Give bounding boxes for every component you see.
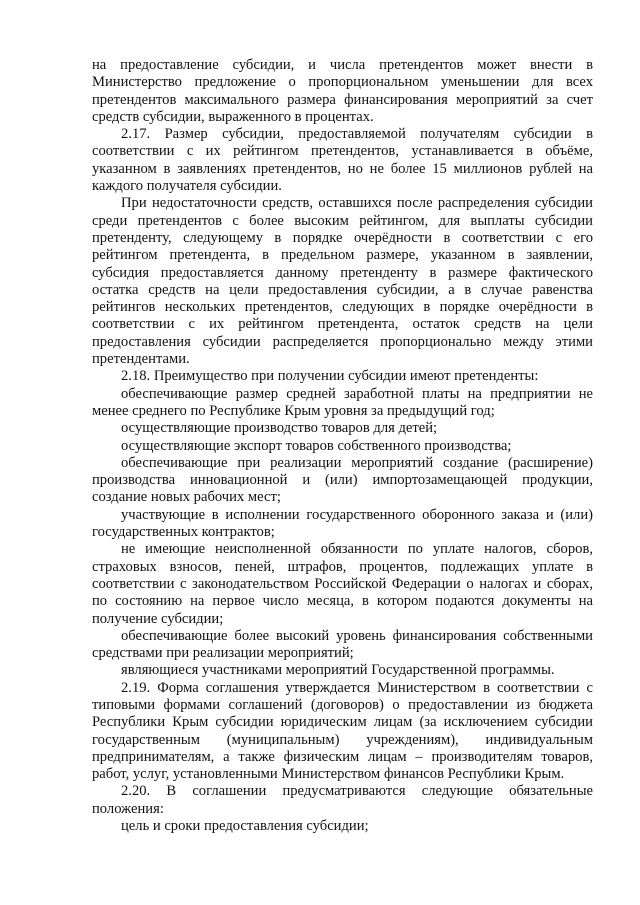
list-item-no-tax-debts: не имеющие неисполненной обязанности по уплате налогов, сборов, страховых взносов, пеней, штрафов, процентов, подлежащих уплате в соответствии с законодательством Российской Федерации о налогах и сборах, по состоянию на первое число месяца, в котором подаются документы на получение субсидии;	[92, 541, 593, 627]
list-item-children-goods: осуществляющие производство товаров для детей;	[121, 420, 438, 437]
list-item-defense-order: участвующие в исполнении государственного оборонного заказа и (или) государственных контрактов;	[92, 506, 593, 541]
paragraph-insufficient-funds: При недостаточности средств, оставшихся после распределения субсидии среди претендентов с более высоким рейтингом, для выплаты субсидии претенденту, следующему в порядке очерёдности в соответствии с его рейтингом претендента, в предельном размере, указанном в заявлении, субсидия предоставляется данному претенденту в размере фактического остатка средств на цели предоставления субсидии, а в случае равенства рейтингов нескольких претендентов, следующих в порядке очерёдности в соответствии с их рейтингом претендента, остаток средств на цели предоставления субсидии распределяется пропорционально между этими претендентами.	[92, 195, 593, 368]
list-item-average-salary: обеспечивающие размер средней заработной платы на предприятии не менее среднего по Республике Крым уровня за предыдущий год;	[92, 385, 593, 419]
paragraph-2-18: 2.18. Преимущество при получении субсидии имеют претенденты:	[121, 368, 539, 385]
list-item-program-participants: являющиеся участниками мероприятий Государственной программы.	[121, 662, 555, 679]
paragraph-2-20: 2.20. В соглашении предусматриваются следующие обязательные положения:	[92, 783, 593, 817]
paragraph-2-17: 2.17. Размер субсидии, предоставляемой получателям субсидии в соответствии с их рейтингом претендентов, устанавливается в объёме, указанном в заявлениях претендентов, но не более 15 миллионов рублей на каждого получателя субсидии.	[92, 126, 593, 195]
list-item-export: осуществляющие экспорт товаров собственного производства;	[121, 437, 512, 454]
list-item-own-funds: обеспечивающие более высокий уровень финансирования собственными средствами при реализации мероприятий;	[92, 627, 593, 662]
list-item-purpose-terms: цель и сроки предоставления субсидии;	[121, 818, 369, 835]
paragraph-continuation: на предоставление субсидии, и числа претендентов может внести в Министерство предложение о пропорциональном уменьшении для всех претендентов максимального размера финансирования мероприятий за счет средств субсидии, выраженного в процентах.	[92, 57, 593, 125]
list-item-innovation: обеспечивающие при реализации мероприятий создание (расширение) производства инновационной и (или) импортозамещающей продукции, создание новых рабочих мест;	[92, 454, 593, 506]
paragraph-2-19: 2.19. Форма соглашения утверждается Министерством в соответствии с типовыми формами соглашений (договоров) о предоставлении из бюджета Республики Крым субсидии юридическим лицам (за исключением субсидии государственным (муниципальным) учреждениям), индивидуальным предпринимателям, а также физическим лицам – производителям товаров, работ, услуг, установленными Министерством финансов Республики Крым.	[92, 679, 593, 783]
